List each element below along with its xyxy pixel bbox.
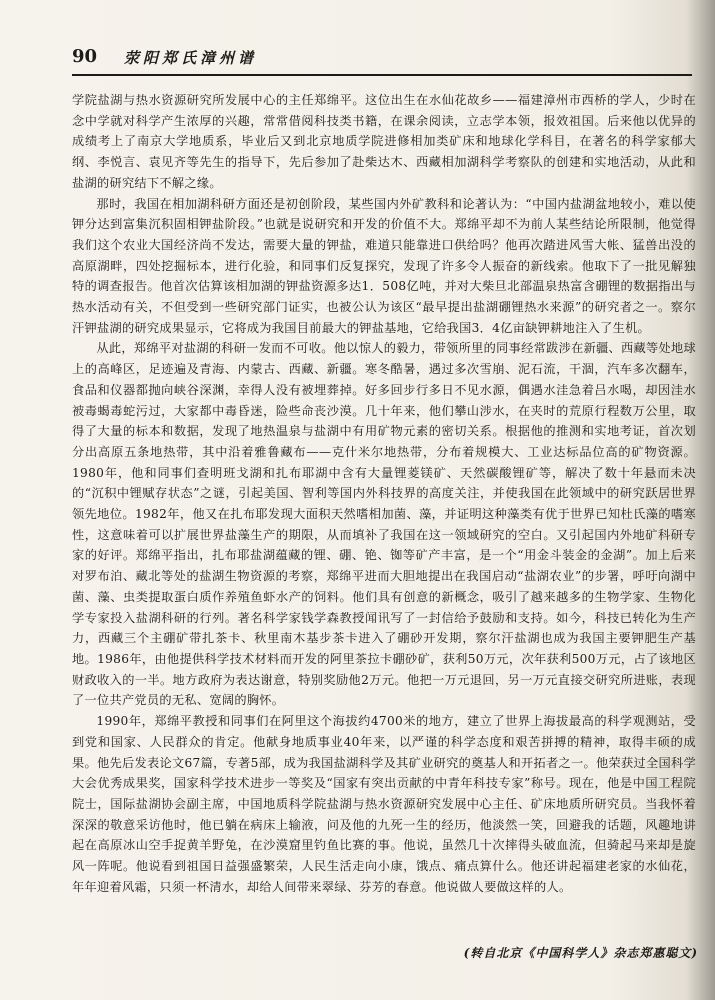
- running-title: 荥阳郑氏漳州谱: [124, 49, 258, 67]
- page-number: 90: [72, 46, 98, 67]
- paragraph-3: 从此，郑绵平对盐湖的科研一发而不可收。他以惊人的毅力，带领所里的同事经常跋涉在新疆、西藏等处地球上的高峰区，足迹遍及青海、内蒙古、西藏、新疆。寒冬酷暑，遇过多次雪崩、泥石流，干涸，汽车多次翻车，食品和仪器都抛向峡谷深渊，幸得人没有被埋葬掉。好多回步行多日不见水源，偶遇水洼急着吕水喝，却因洼水被毒蝎毒蛇污过，大家都中毒昏迷，险些命丧沙漠。几十年来，他们攀山涉水，在夹时的荒原行程数万公里，取得了大量的标本和数据，发现了地热温泉与盐湖中有用矿物元素的密切关系。根据他的推测和实地考证，首次划分出高原五条地热带，其中沿着雅鲁藏布——克什米尔地热带，分布着规模大、工业达标品位高的矿物资源。1980年，他和同事们查明班戈湖和扎布耶湖中含有大量锂菱镁矿、天然碳酸锂矿等，解决了数十年悬而未决的“沉积中锂赋存状态”之谜，引起美国、智利等国内外科技界的高度关注，并使我国在此领域中的研究跃居世界领先地位。1982年，他又在扎布耶发现大面积天然嗜相加菌、藻，并证明这种藻类有优于世界已知杜氏藻的嗜寒性，这意味着可以扩展世界盐藻生产的期限，从而填补了我国在这一领域研究的空白。又引起国内外地矿科研专家的好评。郑绵平指出，扎布耶盐湖蕴藏的锂、硼、铯、铷等矿产丰富，是一个“用金斗装金的金湖”。加上后来对罗布泊、藏北等处的盐湖生物资源的考察，郑绵平进而大胆地提出在我国启动“盐湖农业”的步署，呼吁向湖中菌、藻、虫类提取蛋白质作养殖鱼虾水产的饲料。他们具有创意的新概念，吸引了越来越多的生物学家、生物化学专家投入盐湖科研的行列。著名科学家钱学森教授闻讯写了一封信给予鼓励和支持。如今，科技已转化为生产力，西藏三个主硼矿带扎茶卡、秋里南木基步茶卡进入了硼砂开发期，察尔汗盐湖也成为我国主要钾肥生产基地。1986年，由他提供科学技术材料而开发的阿里茶拉卡硼砂矿，获利50万元，次年获利500万元，占了该地区财政收入的一半。地方政府为表达谢意，特别奖励他2万元。他把一万元退回，另一万元直接交研究所进账，表现了一位共产党员的无私、宽阔的胸怀。: [72, 341, 696, 708]
- paragraph-2: 那时，我国在相加湖科研方面还是初创阶段，某些国内外矿教科和论著认为：“中国内盐湖盆地较小，难以使钾分达到富集沉积固相钾盐阶段。”也就是说研究和开发的价值不大。郑绵平却不为前人某些结论所限制，他觉得我们这个农业大国经济尚不发达，需要大量的钾盐，难道只能靠进口供给吗？他再次踏进风雪大帐、猛兽出没的高原湖畔，四处挖掘标本，进行化验，和同事们反复探究，发现了许多令人振奋的新线索。他取下了一批见解独特的调查报告。他首次估算该相加湖的钾盐资源多达1．508亿吨，并对大柴旦北部温泉热富含硼锂的数据指出与热水活动有关，不但受到一些研究部门证实，也被公认为该区“最早提出盐湖硼锂热水来源”的研究者之一。察尔汗钾盐湖的研究成果显示，它将成为我国目前最大的钾盐基地，它给我国3．4亿亩缺钾耕地注入了生机。: [72, 196, 696, 335]
- article-body: [72, 90, 696, 897]
- page-header: [72, 44, 692, 76]
- paragraph-4: 1990年，郑绵平教授和同事们在阿里这个海拔约4700米的地方，建立了世界上海拔最高的科学观测站，受到党和国家、人民群众的肯定。他献身地质事业40年来，以严谨的科学态度和艰苦拼搏的精神，取得丰硕的成果。他先后发表论文67篇，专著5部，成为我国盐湖科学及其矿业研究的奠基人和开拓者之一。他荣获过全国科学大会优秀成果奖，国家科学技术进步一等奖及“国家有突出贡献的中青年科技专家”称号。现在，他是中国工程院院士，国际盐湖协会副主席，中国地质科学院盐湖与热水资源研究发展中心主任、矿床地质所研究员。当我怀着深深的敬意采访他时，他已躺在病床上输液，问及他的九死一生的经历，他淡然一笑，回避我的话题，风趣地讲起在高原冰山空手捉黄羊野兔，在沙漠窟里钓鱼比赛的事。他说，虽然几十次摔得头破血流，但骑起马来却是旋风一阵呢。他说看到祖国日益强盛繁荣，人民生活走向小康，饿点、痛点算什么。他还讲起福建老家的水仙花，年年迎着风霜，只须一杯清水，却给人间带来翠绿、芬芳的春意。他说做人要做这样的人。: [72, 714, 696, 894]
- source-attribution: (转自北京《中国科学人》杂志郑惠聪文): [463, 946, 698, 960]
- paragraph-1: 学院盐湖与热水资源研究所发展中心的主任郑绵平。这位出生在水仙花故乡——福建漳州市西桥的学人，少时在念中学就对科学产生浓厚的兴趣，常常借阅科技类书籍，在课余阅读，立志学本领，报效祖国。后来他以优异的成绩考上了南京大学地质系，毕业后又到北京地质学院进修相加类矿床和地球化学科目，在著名的科学家郁大纲、李悦言、袁见齐等先生的指导下，先后参加了赴柴达木、西藏相加湖科学考察队的创建和实地活动，从此和盐湖的研究结下不解之缘。: [72, 93, 696, 190]
